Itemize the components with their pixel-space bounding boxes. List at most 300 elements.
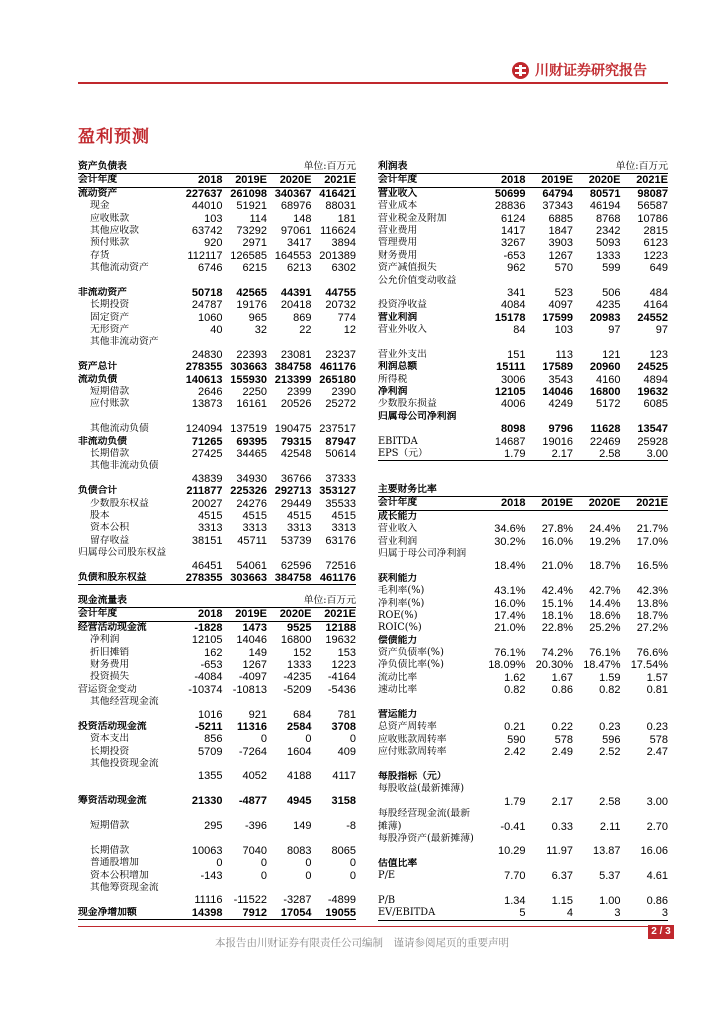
table-row [378,647,668,659]
cell-value: 461176 [319,361,356,374]
row-label: 营业税金及附加 [378,212,447,224]
table-row [378,895,668,907]
cell-value [478,883,526,895]
column-header: 2020E [279,608,312,621]
table-row [378,697,668,709]
cell-value: 34.6% [494,523,526,536]
cell-value: 0.23 [599,721,621,734]
cell-value [573,771,621,783]
table-row [78,907,356,920]
cell-value: 506 [602,286,621,299]
cell-value: 11316 [237,720,267,733]
cell-value: 80571 [589,187,621,200]
table-row [78,324,356,336]
cell-value: 162 [204,646,223,659]
row-label: 每股净资产(最新摊薄) [378,832,474,844]
cell-value: 18.6% [589,609,621,622]
cell-value [526,858,574,870]
row-label: 应收账款 [90,212,130,224]
cell-value: 44755 [325,286,356,299]
cell-value: -4235 [283,671,312,684]
cell-value [312,783,357,795]
row-label: 管理费用 [378,237,418,249]
cell-value: 28836 [494,200,526,213]
column-header: 2020E [588,497,621,510]
cell-value [573,573,621,585]
row-label: 净利率(%) [378,597,425,609]
table-header-row [78,607,356,621]
cell-value: 25272 [325,398,356,411]
cell-value: 384758 [274,571,312,584]
table-row [378,523,668,535]
cell-value: 2815 [643,224,668,237]
cell-value: 684 [293,708,312,721]
cell-value: 921 [248,708,267,721]
cell-value: 16.0% [494,597,526,610]
cell-value: 261098 [230,187,267,200]
cell-value: 76.6% [636,647,668,660]
cell-value: -5436 [327,683,356,696]
cell-value: 103 [204,212,223,225]
table-row [378,349,668,361]
cell-value: 21.7% [636,523,668,536]
cell-value: 19176 [236,299,267,312]
cell-value: 84 [513,324,526,337]
row-label: 归属母公司股东权益 [78,547,167,559]
cell-value: 50718 [191,286,223,299]
cell-value [312,832,357,844]
row-label: 资产减值损失 [378,262,437,274]
cell-value: 292713 [274,485,312,498]
table-row [78,783,356,795]
cell-value: 3313 [198,522,223,535]
cell-value [621,709,669,721]
column-header: 2018 [198,174,223,187]
cell-value: -7264 [238,745,267,758]
cell-value: 6302 [331,262,356,275]
cell-value: 19016 [542,435,573,448]
row-label: 财务费用 [378,249,418,261]
cell-value: 2342 [596,224,621,237]
cell-value: 18.09% [488,659,526,672]
cell-value: 10.29 [497,845,526,858]
cell-value: 1267 [548,249,573,262]
cell-value: 649 [649,262,668,275]
cell-value: 4515 [331,509,356,522]
cell-value: 8083 [287,844,312,857]
cell-value: 3903 [548,237,573,250]
table-row [78,312,356,324]
cell-value: 63742 [191,224,223,237]
cell-value: 5709 [198,745,223,758]
cell-value: 384758 [274,361,312,374]
table-title: 利润表 [378,161,408,172]
cell-value: 3313 [242,522,267,535]
table-row [78,820,356,832]
table-row [78,758,356,783]
cell-value: 278355 [185,571,223,584]
row-label: 长期投资 [90,299,130,311]
cell-value: 6215 [242,262,267,275]
cell-value: 1333 [287,658,312,671]
row-label: 营业利润 [378,311,418,323]
cell-value: 62596 [280,559,312,572]
cell-value: 3417 [287,237,312,250]
cell-value: 2584 [287,720,312,733]
cell-value: 3158 [331,795,356,808]
cell-value: -653 [503,249,526,262]
cell-value: 3 [614,907,621,920]
cell-value: 416421 [319,187,356,200]
row-label: 应收账款周转率 [378,733,447,745]
cell-value: 88031 [325,200,356,213]
cell-value: 6124 [501,212,526,225]
table-row [378,188,668,200]
cell-value: 0 [305,857,312,870]
table-row [78,572,356,585]
cell-value [526,759,574,771]
cell-value: 2.11 [599,820,621,833]
row-label: 归属母公司净利润 [378,410,457,422]
cell-value: 5 [519,907,526,920]
row-label: 营运资金变动 [78,683,137,695]
cell-value: 962 [507,262,526,275]
cell-value: 116624 [320,224,356,237]
cell-value: 0 [260,733,267,746]
cell-value: 578 [554,733,573,746]
table-unit: 单位:百万元 [615,161,668,172]
cell-value: 5093 [596,237,621,250]
cell-value [178,275,223,287]
cell-value: 51921 [236,200,267,213]
row-label: 流动负债 [78,373,118,385]
cell-value: 50614 [325,448,356,460]
cell-value: 37333 [325,472,356,485]
row-label: 少数股东损益 [378,398,437,410]
cell-value: 20526 [280,398,312,411]
row-label [78,783,178,795]
cell-value: 869 [293,311,312,324]
row-label: 其他应收款 [90,224,139,236]
cell-value: 2971 [242,237,267,250]
row-label: 现金 [90,200,110,212]
cell-value: 523 [554,286,573,299]
cell-value: 98087 [637,187,668,200]
table-row [378,907,668,920]
cell-value: 8768 [596,212,621,225]
row-label: 归属于母公司净利润 [378,547,467,559]
cell-value: 19055 [325,906,356,919]
cell-value [267,411,312,423]
table-row [378,684,668,696]
cell-value: 17.0% [636,535,668,548]
cell-value: 295 [204,820,223,833]
row-label: EBITDA [378,435,418,447]
cell-value: 16.5% [636,560,668,573]
cell-value: 2.52 [599,746,621,759]
cell-value: 0 [305,733,312,746]
table-row [78,721,356,733]
cell-value [621,858,669,870]
cell-value: 14046 [236,634,267,647]
header-divider [78,82,668,84]
cell-value: 164553 [274,249,312,262]
cell-value: 2250 [242,386,267,399]
balance-sheet-table [78,161,356,585]
table-row [378,672,668,684]
table-row [378,448,668,461]
cell-value: 213399 [274,373,312,386]
cell-value: 6085 [643,398,668,411]
table-row [78,845,356,857]
column-header: 2018 [501,174,526,187]
cell-value: 0.82 [504,684,526,697]
cell-value: 4515 [287,509,312,522]
cell-value: 278355 [185,361,223,374]
cell-value: 16.0% [541,535,573,548]
row-label: 筹资活动现金流 [78,795,147,807]
table-unit: 单位:百万元 [303,595,356,606]
cell-value: 42565 [236,286,267,299]
cell-value: 34465 [236,448,267,460]
cell-value: 14.4% [589,597,621,610]
cell-value: 0 [260,869,267,882]
cell-value: 97 [655,324,668,337]
cell-value: 149 [293,820,312,833]
row-label: P/B [378,894,396,906]
row-label [78,808,178,820]
table-row [378,262,668,274]
cell-value: 153 [337,646,356,659]
row-label: 固定资产 [90,311,130,323]
table-row [78,299,356,311]
cell-value: 303663 [230,361,267,374]
table-row [378,771,668,783]
cell-value: 16800 [280,634,312,647]
table-title: 现金流量表 [78,595,127,606]
cell-value: 15111 [496,361,526,374]
cell-value: 5.37 [599,870,621,883]
cell-value: 20960 [589,361,621,374]
cell-value: 21330 [191,795,223,808]
cell-value: 74.2% [541,647,573,660]
cell-value: 596 [602,733,621,746]
cell-value: 4160 [596,373,621,386]
cell-value: 340367 [274,187,312,200]
cell-value: 13.8% [636,597,668,610]
table-row [78,436,356,448]
row-label: 净负债比率(%) [378,659,444,671]
table-row [378,324,668,336]
cell-value: 225326 [230,485,267,498]
cell-value [621,336,669,348]
table-row [378,275,668,300]
column-header: 会计年度 [78,174,118,186]
table-row [78,398,356,410]
cell-value: 590 [507,733,526,746]
cell-value: 409 [337,745,356,758]
cell-value: -5211 [194,720,223,733]
cell-value: 12105 [494,386,526,399]
table-header-row [378,496,668,510]
cell-value: 42548 [280,448,312,460]
cell-value: 10063 [191,844,223,857]
row-label: 应付账款 [90,398,130,410]
cell-value: 29449 [280,497,312,510]
cell-value: 27.8% [541,523,573,536]
cell-value: 8065 [331,844,356,857]
table-row [378,200,668,212]
cell-value: 11.97 [546,845,573,858]
cell-value: 4052 [242,770,267,783]
table-row [78,659,356,671]
cell-value: -4899 [327,894,356,907]
row-label: 投资活动现金流 [78,720,147,732]
cell-value: 149 [248,646,267,659]
cell-value: -396 [244,820,267,833]
cell-value [223,275,268,287]
cell-value: 68976 [280,200,312,213]
cell-value: 4945 [287,795,312,808]
row-label: 资产负债率(%) [378,647,444,659]
cell-value: 1016 [198,708,223,721]
table-unit: 单位:百万元 [303,161,356,172]
cell-value: 73292 [236,224,267,237]
row-label: 其他投资现金流 [90,758,159,770]
cell-value: 16800 [589,386,621,399]
cell-value: 137519 [230,423,267,436]
row-label [78,275,178,287]
cell-value: 43.1% [494,585,526,598]
cell-value: 190475 [274,423,312,436]
cell-value [621,883,669,895]
cell-value: 211877 [186,485,223,498]
table-row [78,250,356,262]
cell-value: 114 [249,212,267,225]
cell-value: 0.22 [551,721,573,734]
cell-value [478,697,526,709]
cell-value: 103 [554,324,573,337]
cell-value [621,771,669,783]
cell-value: 2.58 [599,448,621,461]
row-label: 其他经营现金流 [90,696,159,708]
column-header: 2020E [279,174,312,187]
table-title: 主要财务比率 [378,484,437,495]
cell-value: 76.1% [589,647,621,660]
table-row [78,200,356,212]
cell-value: 227637 [185,187,223,200]
table-row [378,635,668,647]
table-row [378,573,668,585]
cell-value: 50699 [494,187,526,200]
cell-value: 15178 [494,311,526,324]
column-header: 2019E [235,174,267,187]
row-label: 资本支出 [90,733,130,745]
cell-value: 4188 [287,770,312,783]
row-label: 公允价值变动收益 [378,274,457,286]
cell-value: 0 [349,857,356,870]
cell-value: 2646 [198,386,223,399]
cell-value: 237517 [319,423,356,436]
row-label: 获利能力 [378,572,418,584]
cell-value [223,832,268,844]
cell-value: 4006 [501,398,526,411]
cell-value: 15.1% [541,597,573,610]
cell-value: 10786 [637,212,668,225]
cell-value [267,275,312,287]
cell-value: 0 [305,869,312,882]
row-label: 资产总计 [78,361,118,373]
cell-value: 1223 [331,658,356,671]
table-title: 资产负债表 [78,161,127,172]
cell-value: 16.06 [640,845,668,858]
cell-value [223,808,268,820]
row-label [378,336,478,348]
table-row [78,225,356,237]
cell-value: 4097 [548,299,573,312]
cell-value: -10813 [232,683,267,696]
row-label: 速动比率 [378,684,418,696]
row-label: 长期借款 [90,844,130,856]
row-label: 折旧摊销 [90,646,130,658]
table-row [378,536,668,548]
cell-value: -1828 [194,621,223,634]
cell-value: 774 [337,311,356,324]
row-label: 流动比率 [378,671,418,683]
cell-value: 6885 [548,212,573,225]
cell-value [573,858,621,870]
row-label: 长期投资 [90,745,130,757]
table-row [378,622,668,634]
cell-value: 14046 [542,386,573,399]
table-row [378,336,668,348]
table-row [78,684,356,696]
row-label: 其他筹资现金流 [90,882,159,894]
cell-value: 17599 [542,311,573,324]
cell-value: 155930 [230,373,267,386]
column-header: 2018 [501,497,526,510]
table-row [378,870,668,882]
cell-value: 0.21 [504,721,526,734]
cell-value: 64794 [542,187,573,200]
cell-value [526,709,574,721]
table-row [78,423,356,435]
cell-value: 3 [661,907,668,920]
cell-value: 21.0% [541,560,573,573]
table-header-row [378,173,668,187]
row-label: 短期借款 [90,820,130,832]
table-row [78,547,356,572]
cell-value: 1.62 [504,671,526,684]
table-row [78,795,356,807]
column-header: 2021E [324,174,356,187]
table-row [378,709,668,721]
table-row [378,361,668,373]
cell-value: 965 [248,311,267,324]
column-header: 2018 [198,608,223,621]
cell-value: 781 [337,708,356,721]
cell-value: 25928 [637,435,668,448]
cell-value: 87947 [325,435,356,448]
row-label: 非流动资产 [78,286,127,298]
cell-value: 34930 [236,472,267,485]
cell-value: 22393 [236,348,267,361]
cell-value [478,771,526,783]
cell-value: 0.81 [646,684,668,697]
row-label: 营业费用 [378,224,418,236]
cell-value: 484 [649,286,668,299]
cell-value: 9796 [548,423,573,436]
